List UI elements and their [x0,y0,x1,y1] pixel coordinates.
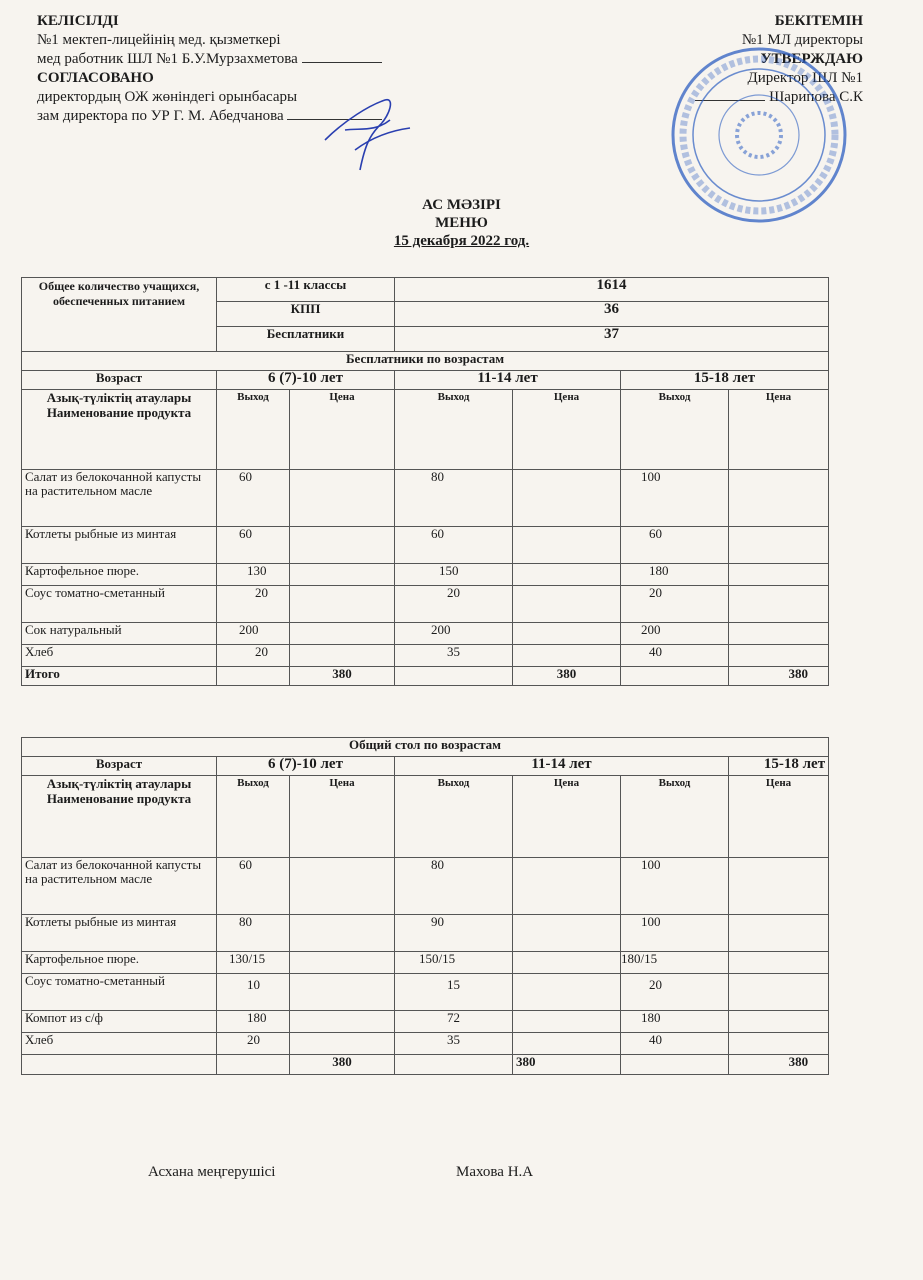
out-value: 40 [621,645,729,667]
out-value: 180 [621,564,729,586]
product-name: Салат из белокочанной капусты на растительном масле [22,858,217,915]
price-value [729,645,829,667]
price-value [290,858,395,915]
price-value [513,470,621,527]
table-row [22,1011,829,1033]
total-label: Итого [22,667,217,686]
out-value: 15 [395,974,513,1011]
summary-row-value: 37 [395,327,829,352]
out-value: 20 [217,645,290,667]
price-value [513,1033,621,1055]
price-value [729,564,829,586]
out-value: 150/15 [395,952,513,974]
deputy-kz: директордың ОЖ жөніндегі орынбасары [37,89,298,105]
out-header: Выход [395,390,513,470]
price-value [290,564,395,586]
product-name: Соус томатно-сметанный [22,974,217,1011]
age-group: 15-18 лет [621,371,829,390]
price-value [729,586,829,623]
kitchen-manager-name: Махова Н.А [456,1164,534,1180]
approve-ru-label: УТВЕРЖДАЮ [760,51,863,67]
out-value: 180 [217,1011,290,1033]
out-header: Выход [217,776,290,858]
price-value [513,586,621,623]
table-row [22,564,829,586]
summary-row-value: 1614 [395,278,829,302]
age-label: Возраст [22,371,217,390]
table-title: Бесплатники по возрастам [22,352,829,371]
free-meals-table [21,277,829,686]
age-group: 6 (7)-10 лет [217,371,395,390]
summary-row-value: 36 [395,302,829,327]
out-value: 100 [621,470,729,527]
summary-row-name: с 1 -11 классы [217,278,395,302]
total-value: 380 [729,667,829,686]
price-value [290,586,395,623]
signature-scribble [315,80,425,180]
price-value [729,915,829,952]
table-row [22,470,829,527]
price-value [513,564,621,586]
out-header: Выход [621,390,729,470]
summary-row-name: Бесплатники [217,327,395,352]
price-value [513,974,621,1011]
out-value: 60 [217,858,290,915]
age-group: 11-14 лет [395,757,729,776]
age-group: 15-18 лет [729,757,829,776]
price-value [513,858,621,915]
price-value [290,645,395,667]
price-value [729,527,829,564]
out-header: Выход [217,390,290,470]
price-value [290,1033,395,1055]
table-row [22,527,829,564]
table-row [22,858,829,915]
out-value: 60 [217,470,290,527]
product-header: Азық-түліктің атаулары Наименование продукта [22,776,217,858]
product-name: Картофельное пюре. [22,952,217,974]
price-value [729,858,829,915]
menu-date: 15 декабря 2022 год. [393,233,530,249]
price-value [729,623,829,645]
product-name: Котлеты рыбные из минтая [22,527,217,564]
price-header: Цена [290,776,395,858]
out-value: 180/15 [621,952,729,974]
out-value: 180 [621,1011,729,1033]
price-value [513,952,621,974]
summary-label: Общее количество учащихся, обеспеченных питанием [22,278,217,352]
product-name: Хлеб [22,645,217,667]
price-header: Цена [729,390,829,470]
product-name: Компот из с/ф [22,1011,217,1033]
deputy-ru: зам директора по УР Г. М. Абедчанова [37,108,284,124]
director-kz: №1 МЛ директоры [741,32,863,48]
out-value: 60 [621,527,729,564]
out-value: 60 [217,527,290,564]
price-value [290,974,395,1011]
out-value: 100 [621,915,729,952]
approve-kz-label: БЕКІТЕМІН [774,13,863,29]
price-value [729,974,829,1011]
table-row [22,1033,829,1055]
out-value: 72 [395,1011,513,1033]
kitchen-manager-label: Асхана меңгерушісі [148,1164,276,1180]
out-value: 130 [217,564,290,586]
product-name: Соус томатно-сметанный [22,586,217,623]
med-worker-kz: №1 мектеп-лицейінің мед. қызметкері [37,32,281,48]
out-value: 20 [621,586,729,623]
table-row [22,586,829,623]
price-value [513,527,621,564]
product-name: Картофельное пюре. [22,564,217,586]
total-value: 380 [729,1055,829,1075]
table-row [22,952,829,974]
out-value: 100 [621,858,729,915]
price-value [729,1011,829,1033]
price-value [729,952,829,974]
director-ru: Директор ШЛ №1 [747,70,863,86]
out-header: Выход [621,776,729,858]
table-row [22,915,829,952]
out-value: 10 [217,974,290,1011]
product-name: Сок натуральный [22,623,217,645]
out-value: 35 [395,1033,513,1055]
age-group: 6 (7)-10 лет [217,757,395,776]
out-value: 60 [395,527,513,564]
agreed-ru-label: СОГЛАСОВАНО [37,70,154,86]
out-value: 40 [621,1033,729,1055]
price-value [290,623,395,645]
out-value: 80 [395,470,513,527]
price-value [290,527,395,564]
menu-title-kz: АС МӘЗІРІ [422,197,501,213]
director-name: Шарипова С.К [769,89,863,105]
price-value [290,915,395,952]
price-value [513,623,621,645]
out-value: 80 [395,858,513,915]
price-header: Цена [513,776,621,858]
age-label: Возраст [22,757,217,776]
out-value: 20 [217,1033,290,1055]
med-worker-ru: мед работник ШЛ №1 Б.У.Мурзахметова [37,51,298,67]
total-row [22,1055,829,1075]
out-value: 200 [395,623,513,645]
table-row [22,623,829,645]
out-value: 20 [217,586,290,623]
menu-title-ru: МЕНЮ [435,215,488,231]
table-row [22,974,829,1011]
price-value [513,915,621,952]
price-value [729,1033,829,1055]
general-table [21,737,829,1075]
total-row [22,667,829,686]
signature-line [302,61,382,63]
out-header: Выход [395,776,513,858]
table-row [22,645,829,667]
price-header: Цена [290,390,395,470]
price-value [513,645,621,667]
out-value: 90 [395,915,513,952]
product-name: Салат из белокочанной капусты на растительном масле [22,470,217,527]
total-value: 380 [513,1055,621,1075]
out-value: 20 [395,586,513,623]
out-value: 200 [217,623,290,645]
out-value: 130/15 [217,952,290,974]
table-title: Общий стол по возрастам [22,738,829,757]
out-value: 200 [621,623,729,645]
total-value: 380 [290,1055,395,1075]
out-value: 20 [621,974,729,1011]
product-name: Хлеб [22,1033,217,1055]
age-group: 11-14 лет [395,371,621,390]
product-name: Котлеты рыбные из минтая [22,915,217,952]
price-header: Цена [513,390,621,470]
price-value [290,470,395,527]
out-value: 35 [395,645,513,667]
total-value: 380 [290,667,395,686]
price-value [513,1011,621,1033]
out-value: 150 [395,564,513,586]
total-value: 380 [513,667,621,686]
price-header: Цена [729,776,829,858]
agreed-kz-label: КЕЛІСІЛДІ [37,13,119,29]
out-value: 80 [217,915,290,952]
price-value [290,952,395,974]
price-value [290,1011,395,1033]
product-header: Азық-түліктің атаулары Наименование продукта [22,390,217,470]
summary-row-name: КПП [217,302,395,327]
price-value [729,470,829,527]
